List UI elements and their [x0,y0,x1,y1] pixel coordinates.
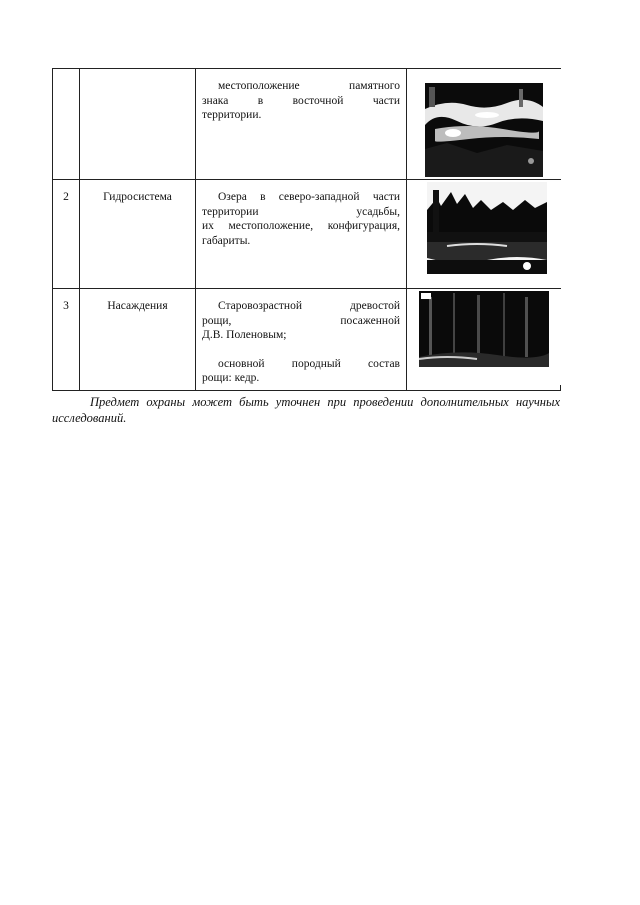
desc-line: рощи, посаженной [202,314,400,327]
grove-photo [407,289,561,385]
row-name [80,69,196,180]
table-row [53,180,561,289]
table-row [53,289,561,391]
row-photo [407,289,561,391]
row-description [196,69,407,180]
row-name: Насаждения [80,289,196,391]
desc-line: знака в восточной части [202,94,400,107]
row-number: 3 [53,289,80,391]
table-row [53,69,561,180]
row-description [196,180,407,289]
row-name: Гидросистема [80,180,196,289]
desc-line: местоположение памятного [218,80,400,92]
desc-line: рощи: кедр. [202,372,260,384]
desc-line: территории. [202,109,262,121]
row-number [53,69,80,180]
memorial-sign-photo [407,69,561,179]
protection-subject-table [52,68,561,391]
desc-line: территории усадьбы, [202,205,400,218]
desc-line: габариты. [202,234,251,247]
row-number: 2 [53,180,80,289]
desc-line: Озера в северо-западной части [218,191,400,203]
desc-line: Старовозрастной древостой [218,300,400,312]
row-photo [407,180,561,289]
lake-photo [407,180,561,288]
protection-note [52,394,560,426]
desc-line: их местоположение, конфигурация, [202,220,400,232]
note-text: Предмет охраны может быть уточнен при проведении дополнительных научных исследований. [52,395,560,425]
row-photo [407,69,561,180]
row-description [196,289,407,391]
desc-line: Д.В. Поленовым; [202,329,287,341]
desc-line: основной породный состав [218,357,400,370]
